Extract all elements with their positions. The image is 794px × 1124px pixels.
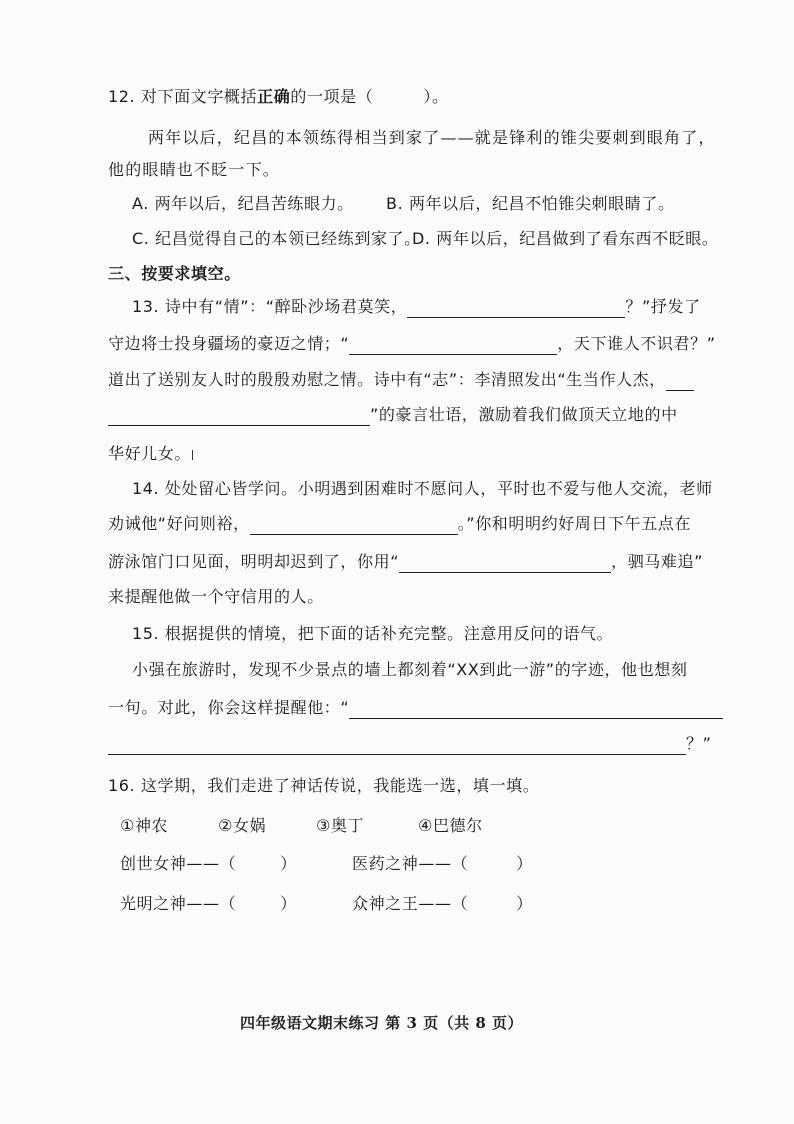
q13-line-5: 华好儿女。 bbox=[108, 444, 192, 463]
q12-stem-bold: 正确 bbox=[257, 87, 291, 106]
q15-line-4 bbox=[108, 733, 712, 755]
page-footer: 四年级语文期末练习 第 3 页（共 8 页） bbox=[240, 1014, 523, 1032]
q12-stem bbox=[108, 86, 449, 108]
q16-row-2-right-label: 众神之王——（ bbox=[352, 894, 469, 913]
q14-line-1: 14. 处处留心皆学问。小明遇到困难时不愿问人，平时也不爱与他人交流，老师 bbox=[132, 479, 713, 498]
q16-close-4: ） bbox=[516, 894, 533, 913]
q13-line-1 bbox=[132, 296, 701, 318]
q13-line-4 bbox=[108, 404, 678, 426]
q15-line-1: 15. 根据提供的情境，把下面的话补充完整。注意用反问的语气。 bbox=[132, 624, 614, 643]
q13-blank-3b[interactable] bbox=[108, 407, 370, 426]
q15-blank-1[interactable] bbox=[349, 700, 723, 719]
q14-line-4: 来提醒他做一个守信用的人。 bbox=[108, 587, 324, 606]
q16-close-2: ） bbox=[516, 854, 533, 873]
q14-blank-2[interactable] bbox=[399, 554, 611, 573]
q13-line-2-a: 守边将士投身疆场的豪迈之情；“ bbox=[108, 334, 350, 353]
q16-choice-1: ①神农 bbox=[120, 816, 169, 835]
q15-blank-2[interactable] bbox=[108, 736, 686, 755]
q12-option-b: B. 两年以后，纪昌不怕锥尖刺眼睛了。 bbox=[386, 194, 675, 213]
q13-line-3 bbox=[108, 369, 694, 391]
q14-line-2 bbox=[108, 513, 691, 535]
stray-mark bbox=[192, 450, 193, 460]
q12-option-a: A. 两年以后，纪昌苦练眼力。 bbox=[132, 194, 354, 213]
q16-row-2-right bbox=[352, 893, 533, 915]
q12-stem-end: ）。 bbox=[423, 87, 449, 106]
q13-line-2-b: ，天下谁人不识君？” bbox=[557, 334, 716, 353]
q16-choice-2: ②女娲 bbox=[218, 816, 267, 835]
q14-blank-1[interactable] bbox=[250, 516, 458, 535]
q16-row-1-left-label: 创世女神——（ bbox=[120, 854, 237, 873]
q16-choice-3: ③奥丁 bbox=[316, 816, 365, 835]
q16-stem: 16. 这学期，我们走进了神话传说，我能选一选，填一填。 bbox=[108, 776, 540, 795]
q12-passage-line-1: 两年以后，纪昌的本领练得相当到家了——就是锋利的锥尖要刺到眼角了， bbox=[148, 128, 716, 147]
q16-close-3: ） bbox=[280, 894, 297, 913]
q13-blank-3a[interactable] bbox=[666, 372, 694, 391]
q16-row-1-right-label: 医药之神——（ bbox=[352, 854, 469, 873]
q14-line-3-b: ，驷马难追” bbox=[611, 552, 703, 571]
q15-line-4-b: ？” bbox=[686, 734, 712, 753]
q12-stem-text: 12. 对下面文字概括 bbox=[108, 87, 258, 106]
q12-stem-tail: 的一项是（ bbox=[290, 87, 374, 106]
q13-line-3-a: 道出了送别友人时的殷殷劝慰之情。诗中有“志”：李清照发出“生当作人杰， bbox=[108, 370, 666, 389]
q14-line-3 bbox=[108, 551, 703, 573]
q16-row-1-left bbox=[120, 853, 297, 875]
q13-blank-1[interactable] bbox=[407, 299, 625, 318]
q12-option-c: C. 纪昌觉得自己的本领已经练到家了。 bbox=[132, 229, 421, 248]
q16-close-1: ） bbox=[280, 854, 297, 873]
q13-line-1-a: 13. 诗中有“情”：“醉卧沙场君莫笑， bbox=[132, 297, 408, 316]
q16-row-1-right bbox=[352, 853, 533, 875]
q15-line-2: 小强在旅游时，发现不少景点的墙上都刻着“XX到此一游”的字迹，他也想刻 bbox=[132, 660, 688, 679]
q14-line-2-b: 。”你和明明约好周日下午五点在 bbox=[457, 514, 691, 533]
q13-line-4-b: ”的豪言壮语，激励着我们做顶天立地的中 bbox=[370, 405, 678, 424]
q13-line-1-b: ？”抒发了 bbox=[625, 297, 701, 316]
q12-option-d: D. 两年以后，纪昌做到了看东西不眨眼。 bbox=[412, 229, 719, 248]
q12-passage-line-2: 他的眼睛也不眨一下。 bbox=[108, 160, 281, 179]
q13-blank-2[interactable] bbox=[349, 336, 557, 355]
q14-line-2-a: 劝诫他“好问则裕， bbox=[108, 514, 250, 533]
q15-line-3-a: 一句。对此，你会这样提醒他：“ bbox=[108, 698, 350, 717]
q15-line-3 bbox=[108, 697, 723, 719]
q16-row-2-left-label: 光明之神——（ bbox=[120, 894, 237, 913]
q16-choice-4: ④巴德尔 bbox=[418, 816, 483, 835]
q16-row-2-left bbox=[120, 893, 297, 915]
q14-line-3-a: 游泳馆门口见面，明明却迟到了，你用“ bbox=[108, 552, 400, 571]
section-3-title: 三、按要求填空。 bbox=[108, 264, 241, 283]
q13-line-2 bbox=[108, 333, 716, 355]
